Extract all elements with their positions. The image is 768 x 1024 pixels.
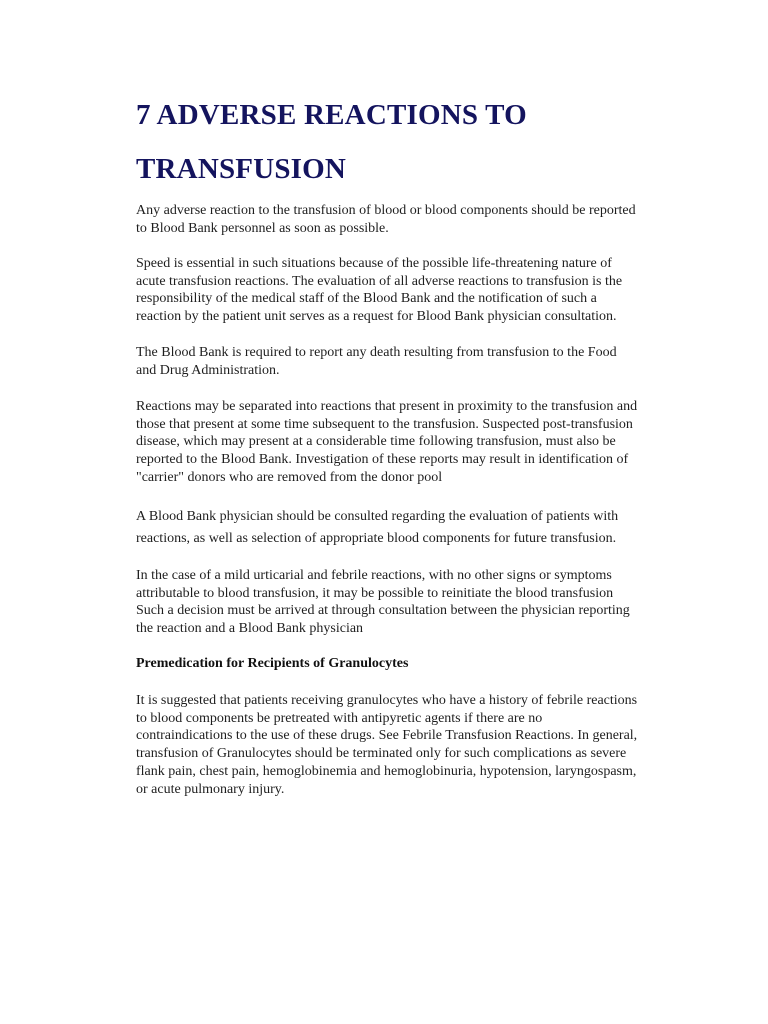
paragraph-reporting bbox=[136, 202, 681, 237]
title-line: TRANSFUSION bbox=[136, 153, 347, 185]
text-line: responsibility of the medical staff of the Blood Bank and the notification of such a bbox=[136, 291, 597, 307]
section-heading: Premedication for Recipients of Granulocytes bbox=[136, 656, 409, 671]
text-line: acute transfusion reactions. The evaluation of all adverse reactions to transfusion is the bbox=[136, 273, 623, 289]
text-line: In the case of a mild urticarial and febrile reactions, with no other signs or symptoms bbox=[136, 568, 612, 583]
text-line: Such a decision must be arrived at through consultation between the physician reporting bbox=[136, 603, 630, 619]
text-line: transfusion of Granulocytes should be terminated only for such complications as severe bbox=[136, 746, 627, 762]
text-line: and Drug Administration. bbox=[136, 362, 280, 378]
paragraph-speed bbox=[136, 255, 681, 326]
text-line: reported to the Blood Bank. Investigation of these reports may result in identification of bbox=[136, 452, 629, 468]
text-line: the reaction and a Blood Bank physician bbox=[136, 621, 364, 637]
text-line: contraindications to the use of these drugs. See Febrile Transfusion Reactions. In general, bbox=[136, 728, 638, 744]
text-line: or acute pulmonary injury. bbox=[136, 781, 285, 797]
text-line: flank pain, chest pain, hemoglobinemia and hemoglobinuria, hypotension, laryngospasm, bbox=[136, 763, 637, 779]
paragraph-mild-reactions bbox=[136, 567, 681, 638]
text-line: Reactions may be separated into reactions that present in proximity to the transfusion and bbox=[136, 399, 638, 414]
text-line: to blood components be pretreated with antipyretic agents if there are no bbox=[136, 710, 543, 726]
text-line: "carrier" donors who are removed from the donor pool bbox=[136, 469, 443, 485]
document-title bbox=[136, 88, 696, 196]
title-line: 7 ADVERSE REACTIONS TO bbox=[136, 99, 527, 131]
text-line: attributable to blood transfusion, it may be possible to reinitiate the blood transfusion bbox=[136, 585, 614, 601]
paragraph-granulocytes bbox=[136, 692, 681, 798]
paragraph-fda bbox=[136, 344, 681, 379]
text-line: It is suggested that patients receiving granulocytes who have a history of febrile reactions bbox=[136, 693, 638, 708]
paragraph-physician bbox=[136, 506, 681, 550]
text-line: The Blood Bank is required to report any death resulting from transfusion to the Food bbox=[136, 345, 617, 360]
text-line: reaction by the patient unit serves as a request for Blood Bank physician consultation. bbox=[136, 309, 617, 325]
text-line: to Blood Bank personnel as soon as possible. bbox=[136, 220, 389, 236]
text-line: Speed is essential in such situations because of the possible life-threatening nature of bbox=[136, 256, 612, 271]
text-line: disease, which may present at a considerable time following transfusion, must also be bbox=[136, 434, 616, 450]
text-line: Any adverse reaction to the transfusion of blood or blood components should be reported bbox=[136, 203, 636, 218]
text-line: those that present at some time subsequent to the transfusion. Suspected post-transfusion bbox=[136, 416, 633, 432]
text-line: A Blood Bank physician should be consulted regarding the evaluation of patients with bbox=[136, 509, 619, 524]
paragraph-separation bbox=[136, 398, 681, 487]
text-line: reactions, as well as selection of appropriate blood components for future transfusion. bbox=[136, 531, 617, 546]
